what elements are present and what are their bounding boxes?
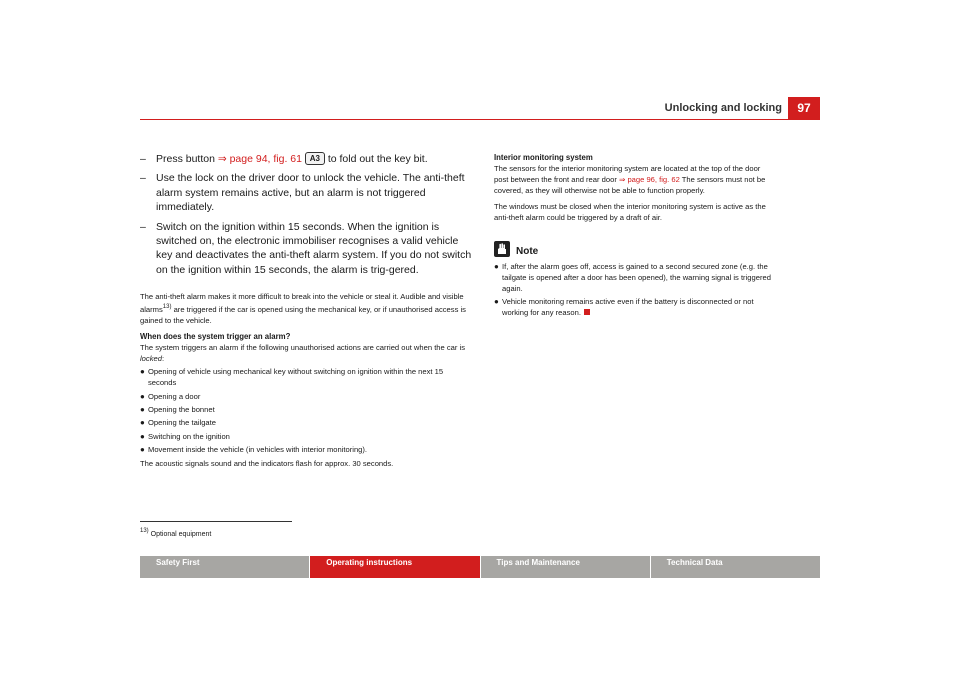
bullet-icon: ● bbox=[140, 445, 145, 455]
step-dash: – bbox=[140, 153, 146, 165]
instruction-step bbox=[140, 220, 472, 278]
intro-paragraph bbox=[140, 291, 472, 326]
step-text: Switch on the ignition within 15 seconds. When the ignition is switched on, the electronic immobiliser recognises a valid vehicle key and deactivates the anti-theft alarm system. If you do not switch on the ignition within 15 seconds, the alarm is trig-gered. bbox=[156, 220, 472, 276]
page-header-title: Unlocking and locking bbox=[664, 102, 782, 114]
note-label: Note bbox=[516, 246, 539, 257]
figure-reference-link[interactable]: ⇒ page 96, fig. 62 bbox=[618, 175, 680, 184]
interior-paragraph-1 bbox=[494, 163, 772, 196]
intro-text: The anti-theft alarm makes it more difficult to break into the vehicle or steal it. Audible and visible alarms bbox=[140, 292, 464, 315]
interior-paragraph-2: The windows must be closed when the interior monitoring system is active as the anti-theft alarm could be triggered by a draft of air. bbox=[494, 202, 766, 222]
trigger-item bbox=[140, 391, 472, 402]
note-list bbox=[494, 261, 772, 318]
note-item bbox=[494, 261, 772, 294]
bullet-icon: ● bbox=[140, 391, 145, 401]
footer-nav bbox=[140, 556, 820, 578]
bullet-icon: ● bbox=[140, 367, 145, 377]
footnote bbox=[140, 528, 211, 538]
trigger-item-text: Opening a door bbox=[148, 391, 201, 401]
trigger-item bbox=[140, 404, 472, 415]
note-header bbox=[494, 241, 772, 257]
interior-heading: Interior monitoring system bbox=[494, 153, 593, 162]
step-dash: – bbox=[140, 220, 146, 233]
footer-tab-operating-instructions[interactable]: Operating instructions bbox=[310, 556, 479, 578]
trigger-closing: The acoustic signals sound and the indicators flash for approx. 30 seconds. bbox=[140, 459, 394, 469]
step-text: Use the lock on the driver door to unlock the vehicle. The anti-theft alarm system remains active, but an alarm is not triggered immediately. bbox=[156, 172, 465, 214]
interior-text: The sensors for the interior monitoring system are located at the top of the door post between the front and rear door bbox=[494, 164, 761, 184]
bullet-icon: ● bbox=[494, 297, 499, 307]
step-text: to fold out the key bit. bbox=[324, 153, 428, 165]
trigger-item bbox=[140, 366, 472, 388]
note-item-text: If, after the alarm goes off, access is gained to a second secured zone (e.g. the tailgate is opened after a door has been opened), the warning signal is triggered again. bbox=[502, 262, 771, 293]
bullet-icon: ● bbox=[494, 262, 499, 271]
trigger-heading: When does the system trigger an alarm? bbox=[140, 332, 291, 342]
trigger-list bbox=[140, 366, 472, 455]
footer-tab-safety-first[interactable]: Safety First bbox=[140, 556, 309, 578]
section-end-mark bbox=[584, 309, 590, 315]
trigger-item-text: Opening the tailgate bbox=[148, 418, 216, 428]
instruction-steps bbox=[140, 152, 472, 277]
step-dash: – bbox=[140, 172, 146, 185]
footnote-marker: 13) bbox=[140, 528, 149, 534]
header-divider bbox=[140, 119, 820, 120]
trigger-lead-text: The system triggers an alarm if the following unauthorised actions are carried out when the car is bbox=[140, 343, 466, 353]
instruction-step bbox=[140, 152, 472, 166]
bullet-icon: ● bbox=[140, 418, 145, 428]
left-column bbox=[140, 152, 472, 474]
button-key-icon: A3 bbox=[305, 152, 325, 165]
footer-tab-technical-data[interactable]: Technical Data bbox=[651, 556, 820, 578]
trigger-item bbox=[140, 444, 472, 455]
trigger-item-text: Opening of vehicle using mechanical key without switching on ignition within the next 15 seconds bbox=[148, 367, 444, 388]
footer-tab-tips-and-maintenance[interactable]: Tips and Maintenance bbox=[481, 556, 650, 578]
figure-reference-link[interactable]: ⇒ page 94, fig. 61 bbox=[217, 153, 302, 165]
interior-text-end: The sensors must not be covered, as they will otherwise not be able to function properly. bbox=[494, 175, 766, 195]
footnote-divider bbox=[140, 521, 292, 522]
trigger-lead-colon: : bbox=[161, 354, 165, 364]
trigger-item bbox=[140, 417, 472, 428]
note-item-text: Vehicle monitoring remains active even if the battery is disconnected or not working for any reason. bbox=[502, 297, 754, 318]
note-item bbox=[494, 296, 772, 318]
footnote-text: Optional equipment bbox=[150, 531, 212, 538]
bullet-icon: ● bbox=[140, 405, 145, 415]
trigger-lead-emphasis: locked bbox=[140, 354, 162, 364]
intro-text-end: are triggered if the car is opened using the mechanical key, or if unauthorised access is gained to the vehicle. bbox=[140, 305, 466, 326]
trigger-item-text: Opening the bonnet bbox=[148, 405, 215, 415]
trigger-item-text: Switching on the ignition bbox=[148, 431, 230, 441]
note-icon bbox=[494, 241, 510, 257]
right-column bbox=[494, 152, 772, 321]
bullet-icon: ● bbox=[140, 431, 145, 441]
trigger-lead bbox=[140, 342, 472, 364]
step-text: Press button bbox=[156, 153, 218, 165]
trigger-item-text: Movement inside the vehicle (in vehicles with interior monitoring). bbox=[148, 445, 368, 455]
trigger-item bbox=[140, 431, 472, 442]
footnote-reference[interactable]: 13) bbox=[162, 304, 172, 311]
page-number: 97 bbox=[788, 97, 820, 119]
instruction-step bbox=[140, 171, 472, 214]
